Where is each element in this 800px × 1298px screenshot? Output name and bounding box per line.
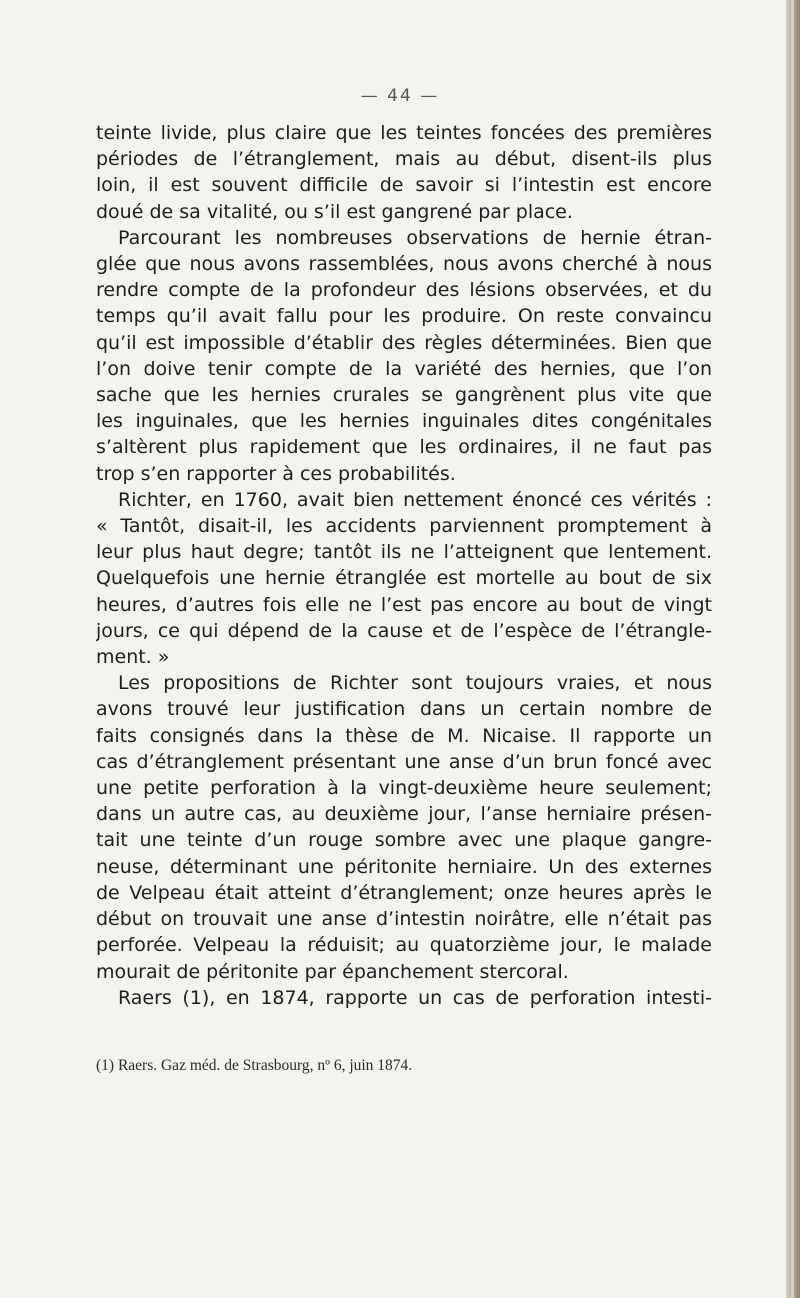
book-spine-edge xyxy=(786,0,800,1298)
text-line: temps qu’il avait fallu pour les produire. On reste convaincu xyxy=(96,305,712,328)
page-number: — 44 — xyxy=(360,86,440,106)
text-line: faits consignés dans la thèse de M. Nicaise. Il rapporte un xyxy=(96,724,712,747)
body-text xyxy=(96,120,712,1011)
text-line: neuse, déterminant une péritonite herniaire. Un des externes xyxy=(96,855,712,878)
text-line: avons trouvé leur justification dans un certain nombre de xyxy=(96,698,712,721)
text-line: dans un autre cas, au deuxième jour, l’anse herniaire présen- xyxy=(96,803,712,826)
text-line: qu’il est impossible d’établir des règles déterminées. Bien que xyxy=(96,331,712,354)
text-line: sache que les hernies crurales se gangrènent plus vite que xyxy=(96,384,712,407)
text-line: glée que nous avons rassemblées, nous avons cherché à nous xyxy=(96,253,712,276)
text-line: début on trouvait une anse d’intestin noirâtre, elle n’était pas xyxy=(96,908,712,931)
text-line: Richter, en 1760, avait bien nettement énoncé ces vérités : xyxy=(118,488,712,511)
text-line: teinte livide, plus claire que les teintes foncées des premières xyxy=(96,122,712,144)
footnote: (1) Raers. Gaz méd. de Strasbourg, nº 6, juin 1874. xyxy=(96,1057,413,1074)
text-line: cas d’étranglement présentant une anse d’un brun foncé avec xyxy=(96,750,712,773)
text-line: rendre compte de la profondeur des lésions observées, et du xyxy=(96,279,712,302)
text-line: loin, il est souvent difficile de savoir si l’intestin est encore xyxy=(96,174,712,197)
text-line: Quelquefois une hernie étranglée est mortelle au bout de six xyxy=(96,567,712,590)
text-line: perforée. Velpeau la réduisit; au quatorzième jour, le malade xyxy=(96,934,712,957)
text-line: tait une teinte d’un rouge sombre avec une plaque gangre- xyxy=(96,829,712,852)
text-line: jours, ce qui dépend de la cause et de l’espèce de l’étrangle- xyxy=(96,619,712,642)
text-line: trop s’en rapporter à ces probabilités. xyxy=(96,462,456,485)
text-line: s’altèrent plus rapidement que les ordinaires, il ne faut pas xyxy=(96,436,712,459)
text-line: périodes de l’étranglement, mais au début, disent-ils plus xyxy=(96,148,712,171)
text-line: de Velpeau était atteint d’étranglement; onze heures après le xyxy=(96,881,712,904)
text-line: mourait de péritonite par épanchement stercoral. xyxy=(96,960,569,983)
text-line: leur plus haut degre; tantôt ils ne l’atteignent que lentement. xyxy=(96,541,712,564)
text-line: les inguinales, que les hernies inguinales dites congénitales xyxy=(96,410,712,433)
text-line: Raers (1), en 1874, rapporte un cas de perforation intesti- xyxy=(118,986,712,1009)
text-line: doué de sa vitalité, ou s’il est gangrené par place. xyxy=(96,200,573,223)
text-line: Parcourant les nombreuses observations de hernie étran- xyxy=(118,226,712,249)
text-line: « Tantôt, disait-il, les accidents parviennent promptement à xyxy=(96,515,712,538)
text-line: l’on doive tenir compte de la variété des hernies, que l’on xyxy=(96,357,712,380)
spine-highlight xyxy=(791,0,794,1298)
text-line: Les propositions de Richter sont toujours vraies, et nous xyxy=(118,672,712,695)
text-line: ment. » xyxy=(96,646,170,669)
text-line: heures, d’autres fois elle ne l’est pas encore au bout de vingt xyxy=(96,593,712,616)
text-line: une petite perforation à la vingt-deuxième heure seulement; xyxy=(96,777,712,800)
